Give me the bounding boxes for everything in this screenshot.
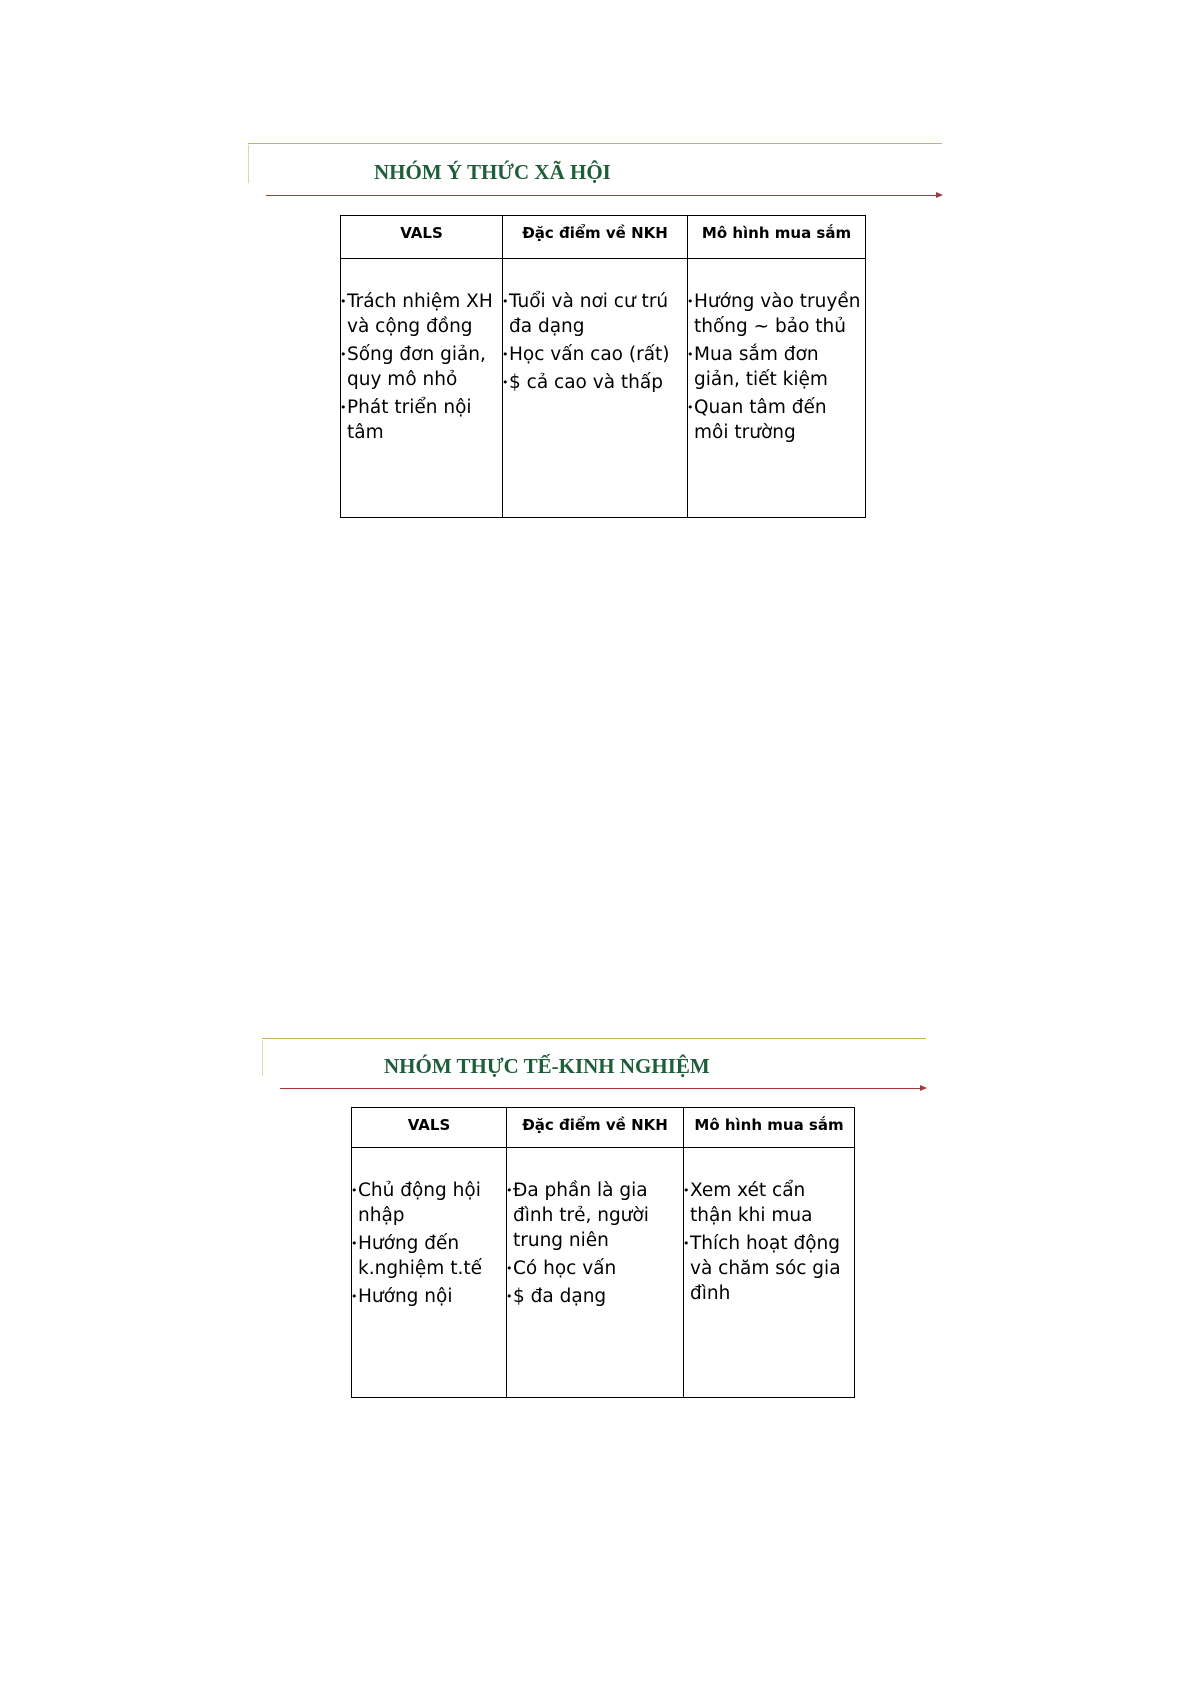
column-header-shopping-model: Mô hình mua sắm [688, 216, 866, 259]
list-item: • Sống đơn giản, quy mô nhỏ [341, 342, 502, 392]
column-header-vals: VALS [352, 1108, 507, 1148]
underline-arrow-icon [936, 192, 943, 198]
list-item: • Chủ động hội nhập [352, 1178, 506, 1228]
list-item: • Học vấn cao (rất) [503, 342, 687, 367]
slide-header-left-rule [262, 1040, 263, 1076]
slide-header-left-rule [248, 145, 249, 183]
list-item: • Quan tâm đến môi trường [688, 395, 865, 445]
slide-header-line [262, 1038, 926, 1039]
list-item: • Hướng nội [352, 1284, 506, 1309]
title-underline [266, 195, 936, 196]
column-header-shopping-model: Mô hình mua sắm [684, 1108, 855, 1148]
vals-table [340, 215, 866, 518]
list-item: • Có học vấn [507, 1256, 683, 1281]
list-item: • Tuổi và nơi cư trú đa dạng [503, 289, 687, 339]
list-item: • Xem xét cẩn thận khi mua [684, 1178, 854, 1228]
list-item: • Phát triển nội tâm [341, 395, 502, 445]
slide-title: NHÓM THỰC TẾ-KINH NGHIỆM [384, 1054, 710, 1078]
list-item: • Trách nhiệm XH và cộng đồng [341, 289, 502, 339]
slide-title: NHÓM Ý THỨC XÃ HỘI [374, 160, 611, 184]
column-header-consumer-traits: Đặc điểm về NKH [503, 216, 688, 259]
column-header-consumer-traits: Đặc điểm về NKH [507, 1108, 684, 1148]
cell-vals [341, 259, 503, 518]
column-header-vals: VALS [341, 216, 503, 259]
slide-header-line [248, 143, 942, 144]
list-item: • Hướng đến k.nghiệm t.tế [352, 1231, 506, 1281]
cell-consumer-traits [503, 259, 688, 518]
list-item: • $ cả cao và thấp [503, 370, 687, 395]
list-item: • Hướng vào truyền thống ~ bảo thủ [688, 289, 865, 339]
list-item: • Thích hoạt động và chăm sóc gia đình [684, 1231, 854, 1306]
list-item: • Đa phần là gia đình trẻ, người trung niên [507, 1178, 683, 1253]
cell-consumer-traits [507, 1148, 684, 1398]
cell-shopping-model [688, 259, 866, 518]
underline-arrow-icon [920, 1085, 927, 1091]
vals-table [351, 1107, 855, 1398]
list-item: • $ đa dạng [507, 1284, 683, 1309]
list-item: • Mua sắm đơn giản, tiết kiệm [688, 342, 865, 392]
title-underline [280, 1088, 920, 1089]
cell-vals [352, 1148, 507, 1398]
cell-shopping-model [684, 1148, 855, 1398]
